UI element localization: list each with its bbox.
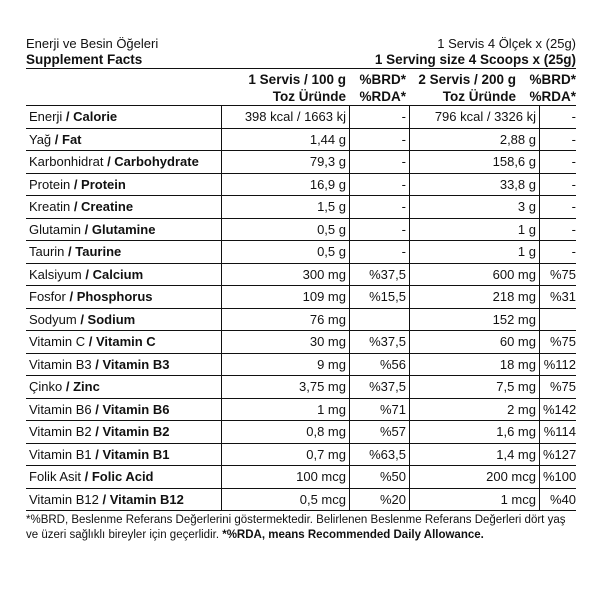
column-header-row — [26, 69, 576, 105]
rda-two-servings: %75 — [539, 264, 576, 286]
value-per-serving: 1 mg — [221, 399, 349, 421]
nutrient-name: Protein / Protein — [29, 176, 126, 192]
table-row — [26, 150, 576, 173]
rda-per-serving: %50 — [349, 466, 409, 488]
rda-per-serving: - — [349, 151, 409, 173]
value-per-serving: 109 mg — [221, 286, 349, 308]
table-row — [26, 398, 576, 421]
value-two-servings: 3 g — [409, 196, 539, 218]
rda-per-serving: %56 — [349, 354, 409, 376]
table-row — [26, 443, 576, 466]
nutrient-name-tr: Kalsiyum — [29, 266, 82, 282]
value-per-serving: 1,5 g — [221, 196, 349, 218]
nutrient-name: Taurin / Taurine — [29, 244, 122, 259]
rda-two-servings: %142 — [539, 399, 576, 421]
nutrient-name-en: Carbohydrate — [114, 154, 199, 169]
value-per-serving: 30 mg — [221, 331, 349, 353]
value-per-serving: 0,5 g — [221, 219, 349, 241]
value-two-servings: 1,6 mg — [409, 421, 539, 443]
nutrient-name: Enerji / Calorie — [29, 109, 118, 124]
rda-per-serving: - — [349, 241, 409, 263]
nutrient-name: Fosfor / Phosphorus — [29, 289, 153, 304]
column-header-nutrient — [26, 71, 221, 105]
rda-two-servings: - — [539, 151, 576, 173]
nutrient-name-en: Sodium — [87, 311, 136, 327]
nutrient-name-tr: Protein — [29, 176, 71, 192]
rda-two-servings: %112 — [539, 354, 576, 376]
value-per-serving: 398 kcal / 1663 kj — [221, 106, 349, 128]
nutrient-name: Karbonhidrat / Carbohydrate — [29, 154, 199, 169]
value-two-servings: 152 mg — [409, 309, 539, 331]
table-row — [26, 263, 576, 286]
rda-two-servings: %40 — [539, 489, 576, 511]
value-per-serving: 79,3 g — [221, 151, 349, 173]
value-per-serving: 16,9 g — [221, 174, 349, 196]
rda-two-servings: %31 — [539, 286, 576, 308]
nutrient-name-en: Creatine — [81, 199, 134, 214]
nutrient-name-en: Protein — [81, 176, 126, 192]
nutrient-name-tr: Vitamin B3 — [29, 356, 92, 372]
value-two-servings: 1 mcg — [409, 489, 539, 511]
rda-per-serving: %63,5 — [349, 444, 409, 466]
title-en: Supplement Facts — [26, 52, 143, 67]
nutrient-name-tr: Vitamin B6 — [29, 401, 92, 417]
table-row — [26, 353, 576, 376]
nutrient-name-en: Zinc — [73, 379, 100, 394]
nutrient-name-en: Folic Acid — [91, 469, 154, 484]
rda-two-servings — [539, 309, 576, 331]
value-per-serving: 300 mg — [221, 264, 349, 286]
nutrient-name: Kreatin / Creatine — [29, 199, 134, 214]
rda-per-serving: - — [349, 219, 409, 241]
nutrient-name: Vitamin C / Vitamin C — [29, 334, 156, 349]
value-per-serving: 3,75 mg — [221, 376, 349, 398]
rda-per-serving: %37,5 — [349, 331, 409, 353]
nutrient-name-en: Vitamin C — [95, 334, 156, 349]
rda-per-serving: %71 — [349, 399, 409, 421]
rda-per-serving: %57 — [349, 421, 409, 443]
value-two-servings: 7,5 mg — [409, 376, 539, 398]
rda-per-serving: %37,5 — [349, 264, 409, 286]
value-two-servings: 600 mg — [409, 264, 539, 286]
nutrient-name-tr: Kreatin — [29, 199, 71, 214]
value-two-servings: 1 g — [409, 241, 539, 263]
rda-two-servings: - — [539, 174, 576, 196]
value-per-serving: 1,44 g — [221, 129, 349, 151]
value-per-serving: 76 mg — [221, 309, 349, 331]
value-two-servings: 1 g — [409, 219, 539, 241]
nutrition-facts-panel — [26, 36, 576, 543]
nutrient-name-tr: Fosfor — [29, 289, 66, 304]
value-per-serving: 0,7 mg — [221, 444, 349, 466]
nutrient-name: Vitamin B1 / Vitamin B1 — [29, 446, 170, 462]
value-per-serving: 9 mg — [221, 354, 349, 376]
nutrient-table — [26, 105, 576, 510]
column-header-rda-2: %BRD* %RDA* — [529, 72, 576, 104]
rda-per-serving — [349, 309, 409, 331]
rda-two-servings: %114 — [539, 421, 576, 443]
value-per-serving: 100 mcg — [221, 466, 349, 488]
rda-two-servings: - — [539, 219, 576, 241]
nutrient-name-en: Fat — [62, 131, 82, 147]
footnote-tr: *%BRD, Beslenme Referans Değerlerini göstermektedir. Belirlenen Beslenme Referans Değerleri dört yaş ve üzeri sağlıklı bireyler için geçerlidir. — [26, 514, 566, 541]
serving-en: 1 Serving size 4 Scoops x (25g) — [374, 52, 576, 67]
header-row-tr — [26, 36, 576, 52]
table-row — [26, 308, 576, 331]
nutrient-name-tr: Glutamin — [29, 221, 82, 237]
value-per-serving: 0,5 mcg — [221, 489, 349, 511]
nutrient-name-tr: Vitamin C — [29, 334, 86, 349]
nutrient-name: Kalsiyum / Calcium — [29, 266, 144, 282]
value-two-servings: 1,4 mg — [409, 444, 539, 466]
rda-two-servings: - — [539, 196, 576, 218]
footnote — [26, 510, 576, 543]
rda-two-servings: %75 — [539, 376, 576, 398]
nutrient-name: Vitamin B12 / Vitamin B12 — [29, 491, 184, 507]
table-row — [26, 218, 576, 241]
nutrient-name-en: Phosphorus — [76, 289, 153, 304]
nutrient-name-tr: Enerji — [29, 109, 63, 124]
nutrient-name-en: Vitamin B1 — [102, 446, 170, 462]
table-row — [26, 128, 576, 151]
rda-per-serving: %37,5 — [349, 376, 409, 398]
rda-per-serving: - — [349, 129, 409, 151]
nutrient-name-en: Calcium — [92, 266, 144, 282]
nutrient-name-tr: Folik Asit — [29, 469, 82, 484]
rda-two-servings: - — [539, 241, 576, 263]
table-row — [26, 105, 576, 128]
nutrient-name-en: Taurine — [75, 244, 122, 259]
footnote-en: *%RDA, means Recommended Daily Allowance. — [222, 529, 484, 541]
value-two-servings: 158,6 g — [409, 151, 539, 173]
nutrient-name: Vitamin B6 / Vitamin B6 — [29, 401, 170, 417]
rda-per-serving: - — [349, 106, 409, 128]
table-row — [26, 240, 576, 263]
nutrient-name-tr: Vitamin B1 — [29, 446, 92, 462]
nutrient-name: Yağ / Fat — [29, 131, 82, 147]
rda-per-serving: %15,5 — [349, 286, 409, 308]
nutrient-name-tr: Taurin — [29, 244, 65, 259]
nutrient-name-en: Vitamin B2 — [102, 424, 170, 439]
table-row — [26, 195, 576, 218]
value-per-serving: 0,5 g — [221, 241, 349, 263]
rda-two-servings: - — [539, 106, 576, 128]
nutrient-name-en: Vitamin B6 — [102, 401, 170, 417]
table-row — [26, 173, 576, 196]
serving-tr: 1 Servis 4 Ölçek x (25g) — [437, 36, 576, 51]
table-row — [26, 420, 576, 443]
column-header-per-two-servings: 2 Servis / 200 g Toz Üründe — [418, 72, 516, 104]
value-two-servings: 796 kcal / 3326 kj — [409, 106, 539, 128]
table-row — [26, 465, 576, 488]
nutrient-name-tr: Yağ — [29, 131, 52, 147]
table-row — [26, 330, 576, 353]
nutrient-name-tr: Karbonhidrat — [29, 154, 104, 169]
rda-per-serving: - — [349, 196, 409, 218]
rda-per-serving: - — [349, 174, 409, 196]
title-tr: Enerji ve Besin Öğeleri — [26, 36, 159, 51]
value-two-servings: 2,88 g — [409, 129, 539, 151]
value-two-servings: 218 mg — [409, 286, 539, 308]
value-two-servings: 2 mg — [409, 399, 539, 421]
nutrient-name-tr: Vitamin B2 — [29, 424, 92, 439]
nutrient-name: Vitamin B2 / Vitamin B2 — [29, 424, 170, 439]
rda-two-servings: - — [539, 129, 576, 151]
table-row — [26, 375, 576, 398]
nutrient-name-tr: Çinko — [29, 379, 63, 394]
value-per-serving: 0,8 mg — [221, 421, 349, 443]
rda-per-serving: %20 — [349, 489, 409, 511]
rda-two-servings: %100 — [539, 466, 576, 488]
nutrient-name: Glutamin / Glutamine — [29, 221, 156, 237]
column-header-rda-1: %BRD* %RDA* — [359, 72, 406, 104]
column-header-per-serving: 1 Servis / 100 g Toz Üründe — [248, 72, 346, 104]
value-two-servings: 18 mg — [409, 354, 539, 376]
value-two-servings: 200 mcg — [409, 466, 539, 488]
nutrient-name: Vitamin B3 / Vitamin B3 — [29, 356, 170, 372]
rda-two-servings: %127 — [539, 444, 576, 466]
nutrient-name-tr: Vitamin B12 — [29, 491, 99, 507]
value-two-servings: 60 mg — [409, 331, 539, 353]
nutrient-name-en: Glutamine — [91, 221, 156, 237]
table-row — [26, 488, 576, 511]
nutrient-name-en: Vitamin B3 — [102, 356, 170, 372]
nutrient-name: Çinko / Zinc — [29, 379, 100, 394]
header-row-en — [26, 52, 576, 68]
nutrient-name-en: Vitamin B12 — [109, 491, 184, 507]
value-two-servings: 33,8 g — [409, 174, 539, 196]
nutrient-name-en: Calorie — [73, 109, 118, 124]
rda-two-servings: %75 — [539, 331, 576, 353]
nutrient-name-tr: Sodyum — [29, 311, 77, 327]
nutrient-name: Folik Asit / Folic Acid — [29, 469, 154, 484]
table-row — [26, 285, 576, 308]
nutrient-name: Sodyum / Sodium — [29, 311, 136, 327]
